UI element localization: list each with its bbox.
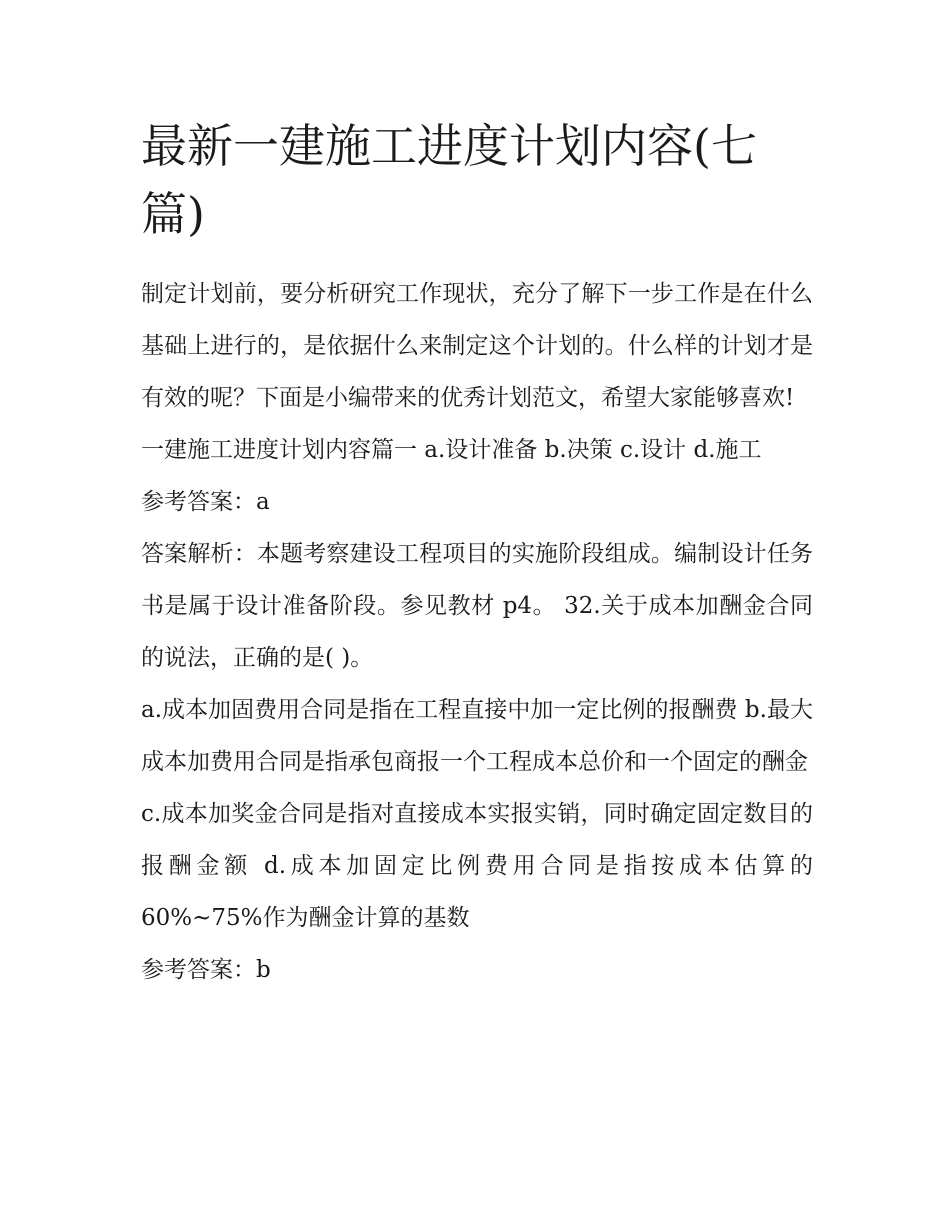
intro-paragraph: 制定计划前，要分析研究工作现状，充分了解下一步工作是在什么基础上进行的，是依据什么来制定这个计划的。什么样的计划才是有效的呢？下面是小编带来的优秀计划范文，希望大家能够喜欢!: [141, 281, 813, 411]
option-paragraph-ab: a.成本加固费用合同是指在工程直接中加一定比例的报酬费 b.最大成本加费用合同是指承包商报一个工程成本总价和一个固定的酬金: [141, 697, 813, 775]
option-paragraph-cd: c.成本加奖金合同是指对直接成本实报实销，同时确定固定数目的报酬金额 d.成本加固定比例费用合同是指按成本估算的60%~75%作为酬金计算的基数: [141, 801, 813, 931]
question-paragraph: 一建施工进度计划内容篇一 a.设计准备 b.决策 c.设计 d.施工: [141, 437, 762, 463]
document-title: 最新一建施工进度计划内容(七篇): [141, 119, 757, 241]
explanation-paragraph: 答案解析：本题考察建设工程项目的实施阶段组成。编制设计任务书是属于设计准备阶段。参见教材 p4。 32.关于成本加酬金合同的说法，正确的是( )。: [141, 541, 813, 671]
document-body: [141, 112, 813, 996]
answer-paragraph: 参考答案：a: [141, 489, 270, 515]
answer-paragraph-2: 参考答案：b: [141, 957, 271, 983]
